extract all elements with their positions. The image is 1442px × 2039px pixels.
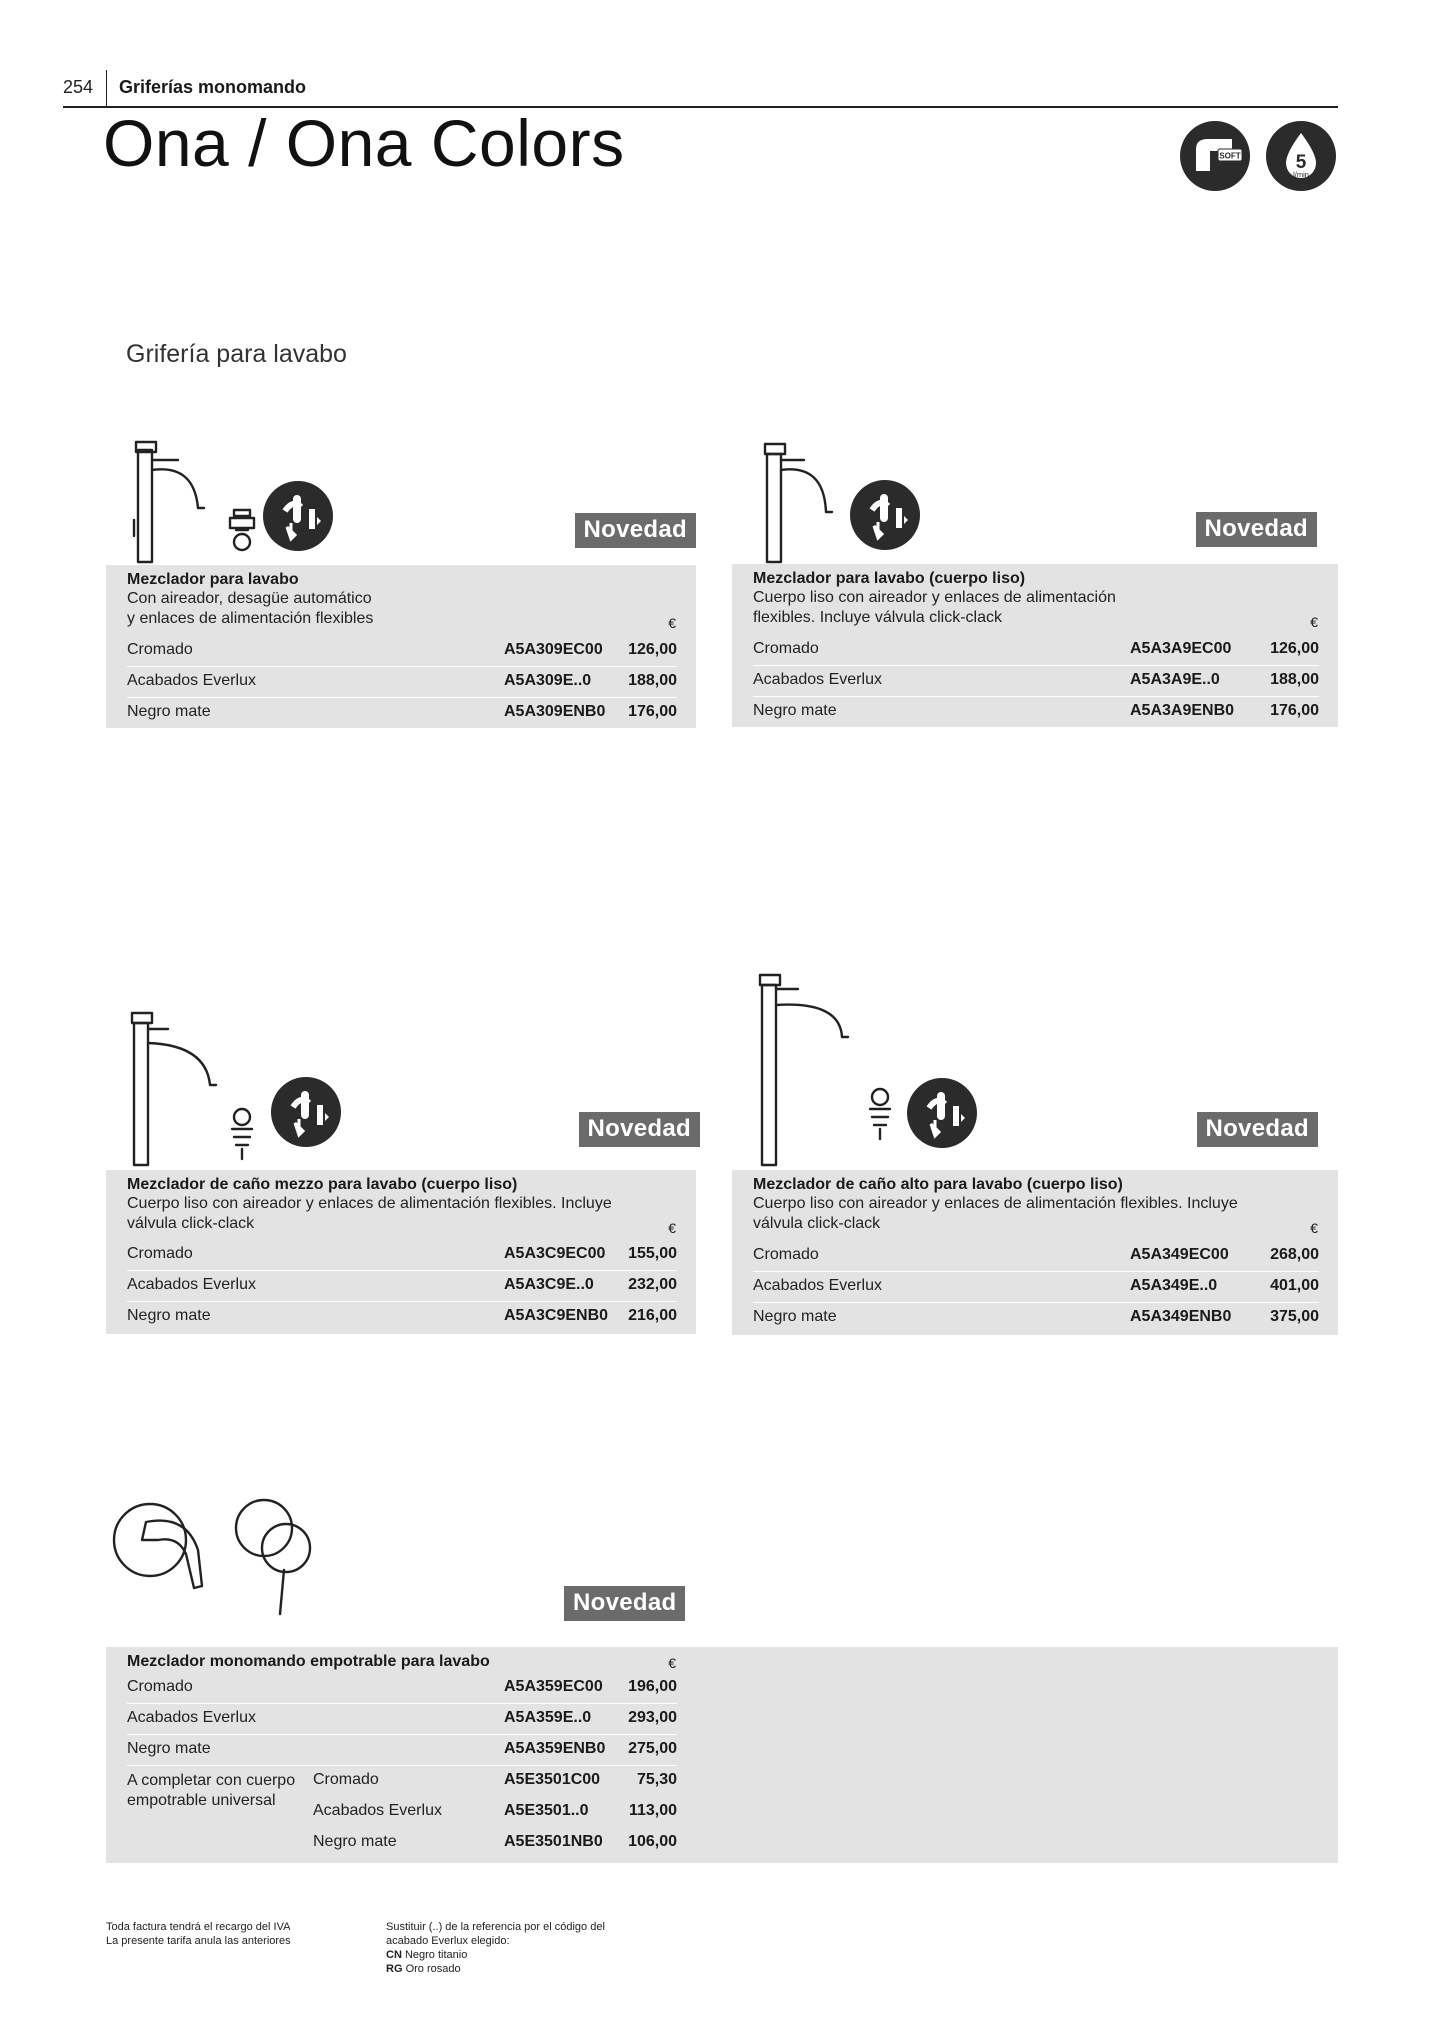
everlux-code-row: CN Negro titanio — [386, 1949, 468, 1961]
section-name: Griferías monomando — [119, 77, 307, 97]
novedad-label: Novedad — [1197, 1112, 1318, 1147]
thermostatic-icon — [907, 1078, 977, 1148]
price-row: Negro mate A5A309ENB0 176,00 — [127, 697, 677, 727]
price-row: Negro mate A5A359ENB0 275,00 — [127, 1734, 677, 1764]
thermostatic-icon — [263, 481, 333, 551]
flow-unit: l/min — [1293, 170, 1309, 179]
everlux-code-row: RG Oro rosado — [386, 1963, 461, 1975]
faucet-icon — [132, 1013, 216, 1165]
price-row: Cromado A5A3A9EC00 126,00 — [753, 640, 1319, 657]
novedad-label: Novedad — [579, 1112, 700, 1147]
product-description: Con aireador, desagüe automático y enlaces de alimentación flexibles — [127, 590, 374, 627]
currency-label: € — [668, 615, 676, 631]
product-mezclador-lavabo-cuerpo-liso — [732, 430, 1338, 730]
product-mezclador-empotrable — [106, 1490, 1338, 1865]
currency-label: € — [668, 1220, 676, 1236]
product-info-panel — [732, 1170, 1338, 1335]
faucet-icon — [134, 442, 204, 562]
product-info-panel — [106, 1647, 1338, 1863]
product-title: Mezclador para lavabo (cuerpo liso) — [753, 570, 1026, 587]
page-number: 254 — [63, 77, 94, 97]
wall-mounted-faucet-icon — [114, 1500, 310, 1614]
novedad-label: Novedad — [575, 513, 696, 548]
price-row: Cromado A5A359EC00 196,00 — [127, 1678, 677, 1695]
novedad-label: Novedad — [564, 1586, 685, 1621]
drain-valve-icon — [230, 510, 254, 550]
product-title: Mezclador para lavabo — [127, 571, 299, 588]
soft-lever-icon — [1180, 121, 1250, 191]
product-info-panel — [732, 564, 1338, 727]
product-description: Cuerpo liso con aireador y enlaces de alimentación flexibles. Incluye válvula click-clack — [753, 589, 1116, 626]
product-description: Cuerpo liso con aireador y enlaces de alimentación flexibles. Incluye válvula click-clack — [127, 1195, 612, 1232]
product-title: Mezclador de caño mezzo para lavabo (cuerpo liso) — [127, 1176, 518, 1193]
product-mezclador-cano-mezzo — [106, 1005, 696, 1335]
faucet-illustration — [106, 1005, 696, 1175]
water-drop-icon — [1266, 121, 1336, 191]
thermostatic-icon — [850, 480, 920, 550]
price-row: Acabados Everlux A5A349E..0 401,00 — [753, 1271, 1319, 1301]
footer-everlux-codes: Sustituir (..) de la referencia por el código del acabado Everlux elegido: CN Negro titanio RG Oro rosado — [386, 1921, 605, 1975]
product-mezclador-cano-alto — [732, 965, 1338, 1335]
price-row: Cromado A5A3C9EC00 155,00 — [127, 1245, 677, 1262]
price-row: Negro mate A5A3A9ENB0 176,00 — [753, 696, 1319, 726]
price-row: Negro mate A5E3501NB0 106,00 — [313, 1833, 677, 1850]
product-info-panel — [106, 1170, 696, 1334]
drain-valve-icon — [870, 1089, 890, 1139]
price-row: Negro mate A5A3C9ENB0 216,00 — [127, 1301, 677, 1331]
complement-label: A completar con cuerpo empotrable universal — [127, 1772, 296, 1809]
flow-rate-badge — [1266, 121, 1336, 191]
soft-lever-badge — [1180, 121, 1250, 191]
faucet-icon — [760, 975, 848, 1165]
faucet-illustration — [732, 430, 1322, 570]
subtitle: Grifería para lavabo — [126, 340, 347, 368]
price-row: Cromado A5E3501C00 75,30 — [127, 1765, 677, 1795]
price-row: Acabados Everlux A5A3C9E..0 232,00 — [127, 1270, 677, 1300]
price-row: Cromado A5A349EC00 268,00 — [753, 1246, 1319, 1263]
footer-notes: Toda factura tendrá el recargo del IVA La presente tarifa anula las anteriores — [106, 1921, 291, 1947]
currency-label: € — [1310, 614, 1318, 630]
product-description: Cuerpo liso con aireador y enlaces de alimentación flexibles. Incluye válvula click-clack — [753, 1195, 1238, 1232]
price-row: Acabados Everlux A5A359E..0 293,00 — [127, 1703, 677, 1733]
currency-label: € — [1310, 1220, 1318, 1236]
price-row: Acabados Everlux A5A309E..0 188,00 — [127, 666, 677, 696]
product-title: Mezclador monomando empotrable para lavabo — [127, 1653, 490, 1670]
price-row: Cromado A5A309EC00 126,00 — [127, 641, 677, 658]
price-row: Acabados Everlux A5A3A9E..0 188,00 — [753, 665, 1319, 695]
thermostatic-icon — [271, 1077, 341, 1147]
faucet-icon — [765, 444, 832, 562]
faucet-illustration — [106, 430, 696, 570]
price-row: Acabados Everlux A5E3501..0 113,00 — [313, 1802, 677, 1819]
drain-valve-icon — [232, 1109, 252, 1159]
product-mezclador-lavabo — [106, 430, 696, 730]
currency-label: € — [668, 1655, 676, 1671]
flow-value: 5 — [1295, 152, 1307, 173]
price-row: Negro mate A5A349ENB0 375,00 — [753, 1302, 1319, 1332]
soft-label: SOFT — [1219, 151, 1241, 161]
page-title: Ona / Ona Colors — [103, 106, 625, 180]
header-separator — [106, 70, 107, 106]
novedad-label: Novedad — [1196, 512, 1317, 547]
product-title: Mezclador de caño alto para lavabo (cuerpo liso) — [753, 1176, 1123, 1193]
product-info-panel — [106, 565, 696, 728]
